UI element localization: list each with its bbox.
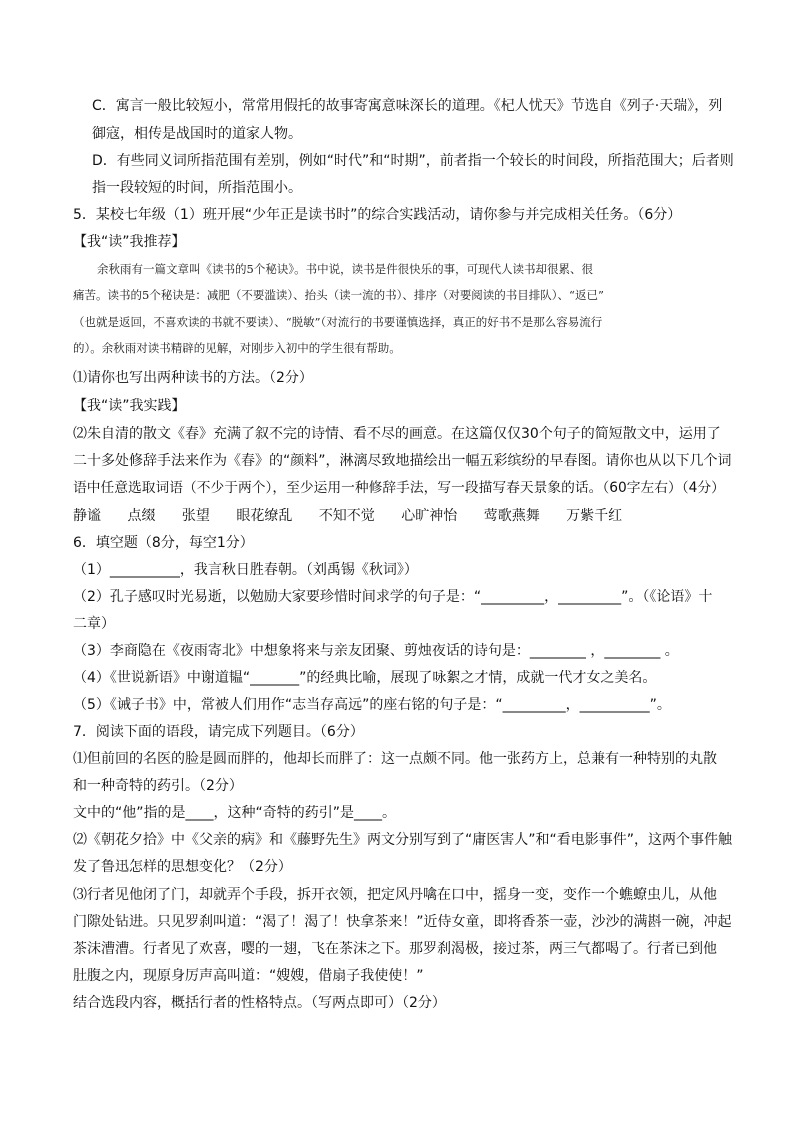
recommend-heading: 【我“读”我推荐】 — [73, 234, 186, 250]
word-item: 静谧 — [73, 508, 101, 524]
question-7-2-line-2: 发了鲁迅怎样的思想变化？（2分） — [73, 859, 292, 875]
word-item: 心旷神怡 — [401, 508, 458, 524]
question-7-2-line-1: ⑵《朝花夕拾》中《父亲的病》和《藤野先生》两文分别写到了“庸医害人”和“看电影事件”，这两个事件触 — [73, 832, 733, 848]
question-6-5: （5）《诫子书》中，常被人们用作“志当存高远”的座右铭的句子是：“_________，__________”。 — [73, 697, 671, 713]
question-7-1-line-2: 和一种奇特的药引。（2分） — [73, 778, 243, 794]
question-6-4: （4）《世说新语》中谢道韫“_______”的经典比喻，展现了咏絮之才情，成就一代才女之美名。 — [73, 670, 657, 686]
question-7-3-line-5: 结合选段内容，概括行者的性格特点。（写两点即可）（2分） — [73, 995, 446, 1011]
reading-passage-line-4: 的）。余秋雨对读书精辟的见解，对刚步入初中的学生很有帮助。 — [73, 341, 401, 355]
word-item: 莺歌燕舞 — [483, 508, 540, 524]
option-d-line-2: 指一段较短的时间，所指范围小。 — [92, 180, 302, 196]
option-c-line-2: 御寇，相传是战国时的道家人物。 — [92, 126, 302, 142]
question-5-1: ⑴请你也写出两种读书的方法。（2分） — [73, 370, 313, 386]
question-6-2-line-2: 二章） — [73, 616, 115, 632]
option-d-line-1: D．有些同义词所指范围有差别，例如“时代”和“时期”，前者指一个较长的时间段，所指范围大；后者则 — [92, 153, 734, 169]
question-7-3-line-4: 肚腹之内，现原身厉声高叫道：“嫂嫂，借扇子我使使！” — [73, 968, 424, 984]
practice-heading: 【我“读”我实践】 — [73, 398, 186, 414]
word-item: 点缀 — [127, 508, 156, 524]
word-item: 万紫千红 — [566, 508, 623, 524]
reading-passage-line-1: 余秋雨有一篇文章叫《读书的5个秘诀》。书中说，读书是件很快乐的事，可现代人读书却很累、很 — [97, 262, 594, 276]
reading-passage-line-2: 痛苦。读书的5个秘诀是：减肥（不要滥读）、抬头（读一流的书）、排序（对要阅读的书目排队）、“返已” — [73, 288, 604, 302]
question-7-3-line-3: 茶沫漕漕。行者见了欢喜，嘤的一翅，飞在茶沫之下。那罗刹渴极，接过茶，两三气都喝了。行者已到他 — [73, 941, 717, 957]
question-5-2-line-1: ⑵朱自清的散文《春》充满了叙不完的诗情、看不尽的画意。在这篇仅仅30个句子的简短散文中，运用了 — [73, 426, 721, 442]
question-7-3-line-1: ⑶行者见他闭了门，却就弄个手段，拆开衣领，把定风丹噙在口中，摇身一变，变作一个蟭蟟虫儿，从他 — [73, 887, 717, 903]
word-item: 不知不觉 — [318, 508, 375, 524]
question-7-1-line-3: 文中的“他”指的是____，这种“奇特的药引”是____。 — [73, 805, 397, 821]
question-6-1: （1）__________，我言秋日胜春朝。（刘禹锡《秋词》） — [73, 562, 418, 578]
question-6-2-line-1: （2）孔子感叹时光易逝，以勉励大家要珍惜时间求学的句子是：“_________，_________”。（《论语》十 — [73, 589, 713, 605]
question-7-title: 7．阅读下面的语段，请完成下列题目。（6分） — [73, 724, 364, 740]
question-6-3: （3）李商隐在《夜雨寄北》中想象将来与亲友团聚、剪烛夜话的诗句是：________ ，________ 。 — [73, 643, 679, 659]
question-5-2-line-2: 二十多处修辞手法来作为《春》的“颜料”，淋漓尽致地描绘出一幅五彩缤纷的早春图。请你也从以下几个词 — [73, 453, 732, 469]
question-5-2-line-3: 语中任意选取词语（不少于两个），至少运用一种修辞手法，写一段描写春天景象的话。（60字左右）（4分） — [73, 480, 725, 496]
question-5-title: 5．某校七年级（1）班开展“少年正是读书时”的综合实践活动，请你参与并完成相关任务。（6分） — [73, 207, 682, 223]
option-c-line-1: C．寓言一般比较短小，常常用假托的故事寄寓意味深长的道理。《杞人忧天》节选自《列子·天瑞》，列 — [92, 98, 723, 114]
question-7-3-line-2: 门隙处钻进。只见罗刹叫道：“渴了！渴了！快拿茶来！”近侍女童，即将香茶一壶，沙沙的满斟一碗，冲起 — [73, 914, 732, 930]
word-item: 张望 — [181, 508, 210, 524]
question-7-1-line-1: ⑴但前回的名医的脸是圆而胖的，他却长而胖了：这一点颇不同。他一张药方上，总兼有一种特别的丸散 — [73, 751, 717, 767]
question-6-title: 6．填空题（8分，每空1分） — [73, 535, 254, 551]
word-list — [73, 506, 644, 526]
reading-passage-line-3: （也就是返回，不喜欢读的书就不要读）、“脱敏”（对流行的书要谨慎选择，真正的好书不是那么容易流行 — [73, 315, 603, 329]
word-item: 眼花缭乱 — [236, 508, 293, 524]
